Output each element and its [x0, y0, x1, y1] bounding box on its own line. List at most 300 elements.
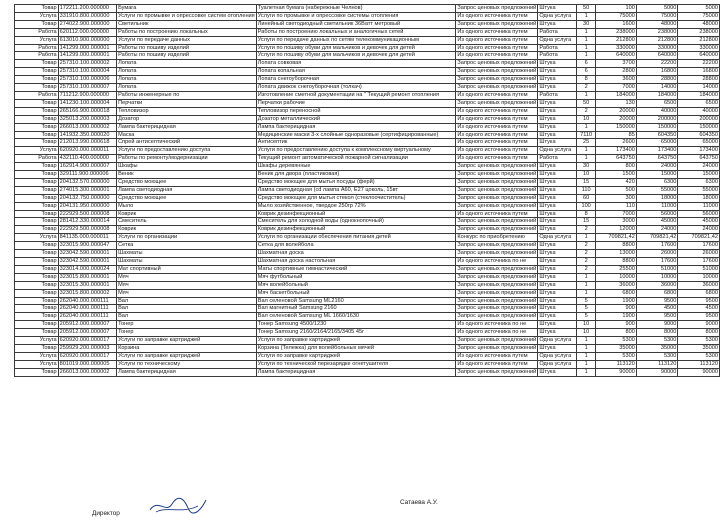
cell-code[interactable]: 266013.000.000002 [58, 123, 116, 131]
cell-type[interactable]: Услуга [15, 360, 59, 368]
cell-name_short[interactable]: Лампа бактерицидная [117, 123, 257, 131]
cell-name_short[interactable]: Работы по построению локальных [117, 28, 257, 36]
cell-code[interactable]: 141299.000.000001 [58, 52, 116, 60]
cell-price[interactable]: 173400 [596, 147, 637, 155]
cell-type[interactable]: Товар [15, 305, 59, 313]
cell-type[interactable]: Товар [15, 218, 59, 226]
cell-unit[interactable]: Штука [538, 218, 577, 226]
cell-source[interactable]: Запрос ценовых предложений [457, 68, 537, 75]
cell-sum1[interactable]: 36000 [636, 281, 678, 289]
cell-code[interactable]: 613010.900.000000 [58, 36, 116, 44]
cell-qty[interactable]: 1 [577, 234, 596, 242]
cell-unit[interactable]: Штука [538, 226, 577, 234]
cell-description[interactable]: Тепловизор переносной [256, 107, 456, 115]
cell-source[interactable]: Запрос ценовых предложений [457, 84, 537, 91]
cell-name_short[interactable]: Тонер [117, 329, 257, 337]
cell-sum1[interactable]: 8000 [636, 329, 678, 337]
cell-name_short[interactable]: Тепловизор [117, 107, 257, 115]
cell-sum2[interactable]: 22200 [678, 60, 720, 68]
cell-source[interactable]: Запрос ценовых предложений [457, 163, 537, 170]
cell-price[interactable]: 13000 [596, 250, 637, 258]
cell-name_short[interactable]: Коврик [117, 210, 257, 218]
cell-source[interactable]: Запрос ценовых предложений [457, 60, 537, 67]
cell-description[interactable]: Вал селеновой Samsung ML 1660/1630 [256, 313, 456, 321]
cell-price[interactable]: 85 [596, 131, 637, 139]
cell-code[interactable]: 274022.900.000000 [58, 20, 116, 28]
cell-source[interactable]: Из одного источника путем [456, 52, 538, 60]
cell-sum2[interactable]: 16800 [678, 68, 720, 76]
cell-unit[interactable]: Работа [538, 28, 577, 36]
cell-sum2[interactable]: 200000 [678, 115, 720, 123]
cell-name_short[interactable]: Вал [117, 297, 257, 305]
cell-type[interactable]: Товар [15, 281, 59, 289]
cell-description[interactable]: Вал селеновой Samsung ML2160 [256, 297, 456, 305]
cell-sum1[interactable]: 28800 [636, 76, 678, 84]
cell-type[interactable]: Услуга [15, 12, 59, 20]
cell-sum1[interactable]: 4500 [636, 305, 678, 313]
cell-description[interactable]: Услуги по заправке картриджей [256, 337, 456, 345]
cell-name_short[interactable]: Лампа светодиодная [117, 186, 257, 194]
cell-code[interactable]: 620920.000.000011 [58, 147, 116, 155]
cell-source[interactable]: Запрос ценовых предложений [457, 337, 537, 344]
cell-sum1[interactable]: 15000 [636, 171, 678, 179]
cell-unit[interactable]: Штука [538, 76, 577, 84]
cell-unit[interactable]: Штука [538, 186, 577, 194]
cell-price[interactable]: 184000 [596, 91, 637, 99]
cell-unit[interactable]: Одна услуга [538, 352, 577, 360]
cell-sum1[interactable]: 10000 [636, 273, 678, 281]
cell-description[interactable]: Мяч футбольный [256, 273, 456, 281]
cell-qty[interactable]: 1 [577, 337, 596, 345]
cell-code[interactable]: 281412.330.000014 [58, 218, 116, 226]
cell-description[interactable]: Смеситель для холодной воды (однокнопочный) [256, 218, 456, 226]
cell-sum2[interactable]: 40000 [678, 107, 720, 115]
cell-qty[interactable]: 30 [577, 163, 596, 171]
cell-name_short[interactable]: Мат спортивный [117, 265, 257, 273]
cell-unit[interactable]: Одна услуга [538, 12, 577, 20]
cell-qty[interactable]: 2 [577, 250, 596, 258]
cell-sum2[interactable]: 55000 [678, 186, 720, 194]
cell-name_short[interactable]: Лопата [117, 84, 257, 92]
cell-qty[interactable]: 8 [577, 76, 596, 84]
cell-type[interactable]: Товар [15, 99, 59, 107]
cell-source[interactable]: Из одного источника путем [456, 44, 538, 52]
cell-code[interactable]: 262040.000.000111 [58, 297, 116, 305]
cell-price[interactable]: 500 [596, 186, 637, 194]
cell-sum1[interactable]: 17600 [636, 242, 678, 250]
cell-price[interactable]: 2600 [596, 139, 637, 147]
cell-source[interactable]: Из одного источника путем [456, 28, 538, 36]
cell-name_short[interactable]: Работы по пошиву изделий [117, 52, 257, 60]
cell-sum1[interactable]: 45000 [636, 218, 678, 226]
cell-price[interactable]: 3700 [596, 60, 637, 68]
cell-price[interactable]: 5300 [596, 337, 637, 345]
cell-price[interactable]: 20000 [596, 107, 637, 115]
cell-sum1[interactable]: 173400 [636, 147, 678, 155]
cell-source[interactable]: Запрос ценовых предложений [457, 20, 537, 27]
cell-qty[interactable]: 15 [577, 218, 596, 226]
cell-code[interactable]: 262040.000.000111 [58, 305, 116, 313]
cell-source[interactable]: Запрос ценовых предложений [457, 265, 537, 272]
cell-sum1[interactable]: 330000 [636, 44, 678, 52]
cell-price[interactable]: 10000 [596, 273, 637, 281]
cell-sum1[interactable]: 9500 [636, 313, 678, 321]
cell-sum2[interactable]: 75000 [678, 12, 720, 20]
cell-description[interactable]: Мыло хозяйственное, твердое 250гр 72% [256, 202, 456, 210]
cell-type[interactable]: Товар [15, 321, 59, 329]
cell-price[interactable]: 800 [596, 329, 637, 337]
cell-description[interactable]: Коврик дезинфекционный [256, 226, 456, 234]
cell-source[interactable]: Из одного источника путем [456, 352, 538, 360]
cell-name_short[interactable]: Дозатор [117, 115, 257, 123]
cell-code[interactable]: 711212.900.000000 [58, 91, 116, 99]
cell-sum2[interactable]: 24000 [678, 163, 720, 171]
cell-qty[interactable]: 100 [577, 202, 596, 210]
cell-sum2[interactable]: 51000 [678, 265, 720, 273]
cell-description[interactable]: Тонер Samsung 2160/2164/2165/3405 45г [256, 329, 456, 337]
cell-type[interactable]: Товар [15, 297, 59, 305]
cell-qty[interactable]: 60 [577, 194, 596, 202]
cell-type[interactable]: Товар [15, 5, 59, 13]
cell-code[interactable]: 257310.100.000004 [58, 68, 116, 76]
cell-name_short[interactable]: Работы по пошиву изделий [117, 44, 257, 52]
cell-code[interactable]: 257310.100.000007 [58, 84, 116, 92]
cell-code[interactable]: 329111.900.000006 [58, 171, 116, 179]
cell-type[interactable]: Товар [15, 84, 59, 92]
cell-description[interactable]: Услуги по заправке картриджей [256, 352, 456, 360]
cell-unit[interactable]: Одна услуга [538, 234, 577, 242]
cell-name_short[interactable]: Лопата [117, 68, 257, 76]
cell-price[interactable]: 1500 [596, 171, 637, 179]
cell-type[interactable]: Работа [15, 52, 59, 60]
cell-qty[interactable]: 10 [577, 115, 596, 123]
cell-name_short[interactable]: Услуги по организации [117, 234, 257, 242]
cell-name_short[interactable]: Шахматы [117, 258, 257, 266]
cell-price[interactable]: 5300 [596, 352, 637, 360]
cell-code[interactable]: 432110.400.000000 [58, 155, 116, 163]
cell-qty[interactable]: 10 [577, 171, 596, 179]
cell-unit[interactable]: Штука [538, 210, 577, 218]
cell-source[interactable]: Из одного источника по не [456, 321, 538, 329]
cell-type[interactable]: Товар [15, 115, 59, 123]
cell-name_short[interactable]: Услуги по заправке картриджей [117, 352, 257, 360]
cell-type[interactable]: Товар [15, 68, 59, 76]
cell-qty[interactable]: 1 [577, 344, 596, 352]
cell-source[interactable]: Из одного источника путем [456, 91, 538, 99]
cell-code[interactable]: 841135.000.000011 [58, 234, 116, 242]
cell-unit[interactable]: Штука [538, 60, 577, 68]
cell-sum1[interactable]: 640000 [636, 52, 678, 60]
cell-sum2[interactable]: 56000 [678, 210, 720, 218]
cell-price[interactable]: 6800 [596, 289, 637, 297]
cell-qty[interactable]: 7110 [577, 131, 596, 139]
cell-description[interactable]: Туалетная бумага (набережные Челнов) [256, 5, 456, 13]
cell-qty[interactable]: 30 [577, 20, 596, 28]
cell-unit[interactable]: Штука [538, 171, 577, 179]
cell-sum2[interactable]: 238000 [678, 28, 720, 36]
cell-description[interactable]: Дозатор металлический [256, 115, 456, 123]
cell-code[interactable]: 331910.800.000000 [58, 12, 116, 20]
cell-type[interactable]: Работа [15, 44, 59, 52]
cell-name_short[interactable]: Шкафы [117, 163, 257, 171]
cell-qty[interactable]: 2 [577, 226, 596, 234]
cell-price[interactable]: 800 [596, 163, 637, 171]
cell-sum1[interactable]: 9500 [636, 297, 678, 305]
cell-type[interactable]: Товар [15, 250, 59, 258]
cell-qty[interactable]: 2 [577, 242, 596, 250]
cell-code[interactable]: 141299.000.000001 [58, 44, 116, 52]
cell-sum1[interactable]: 65000 [636, 139, 678, 147]
cell-name_short[interactable]: Мяч [117, 281, 257, 289]
cell-type[interactable]: Услуга [15, 337, 59, 345]
cell-sum2[interactable]: 113120 [678, 360, 720, 368]
cell-code[interactable]: 204132.750.000000 [58, 194, 116, 202]
cell-description[interactable]: Медицинские маски 3-х слойные одноразовые (сертифицированные) [256, 131, 456, 139]
cell-qty[interactable]: 1 [577, 360, 596, 368]
cell-qty[interactable]: 1 [577, 281, 596, 289]
cell-price[interactable]: 212800 [596, 36, 637, 44]
cell-sum1[interactable]: 56000 [636, 210, 678, 218]
cell-unit[interactable]: Штука [538, 313, 577, 321]
cell-unit[interactable]: Штука [538, 250, 577, 258]
cell-type[interactable]: Товар [15, 60, 59, 68]
cell-type[interactable]: Товар [15, 131, 59, 139]
cell-name_short[interactable]: Шахматы [117, 250, 257, 258]
cell-sum1[interactable]: 6300 [636, 178, 678, 186]
cell-name_short[interactable]: Мыло [117, 202, 257, 210]
cell-code[interactable]: 323042.590.000001 [58, 250, 116, 258]
cell-unit[interactable]: Штука [538, 131, 577, 139]
cell-code[interactable]: 801019.000.000005 [58, 360, 116, 368]
cell-qty[interactable]: 2 [577, 258, 596, 266]
cell-sum1[interactable]: 40000 [636, 107, 678, 115]
cell-qty[interactable]: 2 [577, 107, 596, 115]
cell-description[interactable]: Вал магнитный Samsung 2160 [256, 305, 456, 313]
cell-description[interactable]: Лампа бактерицидная [256, 368, 456, 376]
cell-description[interactable]: Лопата движок снегоуборочная (толкач) [256, 84, 456, 92]
cell-source[interactable]: Запрос ценовых предложений [457, 194, 537, 201]
cell-description[interactable]: Тонер Samsung 4500/1230 [256, 321, 456, 329]
cell-code[interactable]: 257310.100.000002 [58, 60, 116, 68]
cell-price[interactable]: 35000 [596, 344, 637, 352]
cell-type[interactable]: Товар [15, 139, 59, 147]
cell-name_short[interactable]: Лопата [117, 60, 257, 68]
cell-name_short[interactable]: Услуги по передаче данных [117, 36, 257, 44]
cell-qty[interactable]: 5 [577, 297, 596, 305]
cell-description[interactable]: Шахматная доска настольная [256, 258, 456, 266]
cell-type[interactable]: Товар [15, 107, 59, 115]
cell-price[interactable]: 3600 [596, 76, 637, 84]
cell-source[interactable]: Конкурс по приобретению [456, 234, 538, 242]
cell-unit[interactable]: Одна услуга [538, 36, 577, 44]
cell-qty[interactable]: 5 [577, 313, 596, 321]
cell-sum1[interactable]: 113120 [636, 360, 678, 368]
cell-name_short[interactable]: Бумага [117, 5, 257, 13]
cell-price[interactable]: 12000 [596, 226, 637, 234]
cell-source[interactable]: Из одного источника путем [456, 123, 538, 131]
cell-code[interactable]: 205912.000.000007 [58, 329, 116, 337]
cell-qty[interactable]: 1 [577, 123, 596, 131]
cell-qty[interactable]: 5 [577, 305, 596, 313]
cell-source[interactable]: Запрос ценовых предложений [457, 368, 537, 375]
cell-qty[interactable]: 1 [577, 91, 596, 99]
cell-sum1[interactable]: 6800 [636, 289, 678, 297]
cell-price[interactable]: 643750 [596, 155, 637, 163]
cell-source[interactable]: Из одного источника путем [456, 107, 538, 115]
cell-sum2[interactable]: 8000 [678, 329, 720, 337]
cell-qty[interactable]: 25 [577, 139, 596, 147]
cell-name_short[interactable]: Услуги по предоставлению доступа [117, 147, 257, 155]
cell-source[interactable]: Из одного источника путем [456, 36, 538, 44]
cell-type[interactable]: Товар [15, 313, 59, 321]
cell-sum1[interactable]: 26000 [636, 250, 678, 258]
cell-source[interactable]: Запрос ценовых предложений [457, 273, 537, 280]
cell-sum1[interactable]: 55000 [636, 186, 678, 194]
cell-name_short[interactable]: Работы по ремонту/модернизации [117, 155, 257, 163]
cell-unit[interactable]: Штука [538, 297, 577, 305]
cell-sum2[interactable]: 173400 [678, 147, 720, 155]
cell-description[interactable]: Мяч волейбольный [256, 281, 456, 289]
cell-sum2[interactable]: 24000 [678, 226, 720, 234]
cell-qty[interactable]: 6 [577, 68, 596, 76]
cell-sum2[interactable]: 709821,42 [678, 234, 720, 242]
cell-name_short[interactable]: Вал [117, 305, 257, 313]
cell-sum2[interactable]: 9500 [678, 313, 720, 321]
cell-sum1[interactable]: 9000 [636, 321, 678, 329]
cell-unit[interactable]: Штука [538, 178, 577, 186]
cell-sum2[interactable]: 17600 [678, 242, 720, 250]
cell-qty[interactable]: 1 [577, 44, 596, 52]
cell-price[interactable]: 420 [596, 178, 637, 186]
cell-description[interactable]: Лопата совковая [256, 60, 456, 68]
cell-sum2[interactable]: 26000 [678, 250, 720, 258]
cell-code[interactable]: 265166.900.000018 [58, 107, 116, 115]
cell-type[interactable]: Работа [15, 28, 59, 36]
cell-source[interactable]: Запрос ценовых предложений [457, 171, 537, 178]
cell-type[interactable]: Товар [15, 265, 59, 273]
cell-sum1[interactable]: 5300 [636, 352, 678, 360]
cell-sum1[interactable]: 48000 [636, 20, 678, 28]
cell-unit[interactable]: Штука [538, 329, 577, 337]
cell-unit[interactable]: Штука [538, 242, 577, 250]
cell-type[interactable]: Товар [15, 258, 59, 266]
cell-code[interactable]: 323042.590.000001 [58, 258, 116, 266]
cell-sum1[interactable]: 200000 [636, 115, 678, 123]
cell-sum1[interactable]: 604350 [636, 131, 678, 139]
cell-description[interactable]: Линейный светодиодный светильник 36Ватт метровый [256, 20, 456, 28]
cell-unit[interactable]: Штука [538, 68, 577, 76]
cell-unit[interactable]: Одна услуга [538, 337, 577, 345]
cell-type[interactable]: Товар [15, 163, 59, 171]
cell-price[interactable]: 1600 [596, 20, 637, 28]
cell-sum1[interactable]: 5000 [636, 5, 678, 13]
cell-sum2[interactable]: 5300 [678, 337, 720, 345]
cell-description[interactable]: Текущий ремонт автоматической пожарной сигнализации [256, 155, 456, 163]
cell-description[interactable]: Работы по построению локальных и аналогичных сетей [256, 28, 456, 36]
cell-unit[interactable]: Штука [538, 107, 577, 115]
cell-source[interactable]: Запрос ценовых предложений [457, 99, 537, 106]
cell-type[interactable]: Услуга [15, 36, 59, 44]
cell-type[interactable]: Услуга [15, 234, 59, 242]
cell-type[interactable]: Товар [15, 123, 59, 131]
cell-type[interactable]: Услуга [15, 352, 59, 360]
cell-source[interactable]: Из одного источника путем [456, 360, 538, 368]
cell-name_short[interactable]: Тонер [117, 321, 257, 329]
cell-sum2[interactable]: 6300 [678, 178, 720, 186]
cell-unit[interactable]: Штука [538, 202, 577, 210]
cell-description[interactable]: Сетка для волейбола [256, 242, 456, 250]
cell-description[interactable]: Лампа светодиодная (сd лампа A60, E27 цоколь, 15вт [256, 186, 456, 194]
cell-sum2[interactable]: 212800 [678, 36, 720, 44]
cell-sum2[interactable]: 28800 [678, 76, 720, 84]
cell-qty[interactable]: 1 [577, 12, 596, 20]
cell-source[interactable]: Запрос ценовых предложений [457, 305, 537, 312]
cell-sum1[interactable]: 6500 [636, 99, 678, 107]
cell-sum1[interactable]: 184000 [636, 91, 678, 99]
cell-source[interactable]: Запрос ценовых предложений [457, 226, 537, 233]
cell-code[interactable]: 141230.100.000004 [58, 99, 116, 107]
cell-price[interactable]: 75000 [596, 12, 637, 20]
cell-description[interactable]: Веник для дворa (пластиковая) [256, 171, 456, 179]
cell-sum1[interactable]: 24000 [636, 226, 678, 234]
cell-qty[interactable]: 1 [577, 147, 596, 155]
cell-unit[interactable]: Штука [538, 289, 577, 297]
cell-sum1[interactable]: 643750 [636, 155, 678, 163]
cell-code[interactable]: 204131.950.000000 [58, 202, 116, 210]
cell-source[interactable]: Запрос ценовых предложений [457, 186, 537, 193]
cell-unit[interactable]: Одна услуга [538, 360, 577, 368]
cell-source[interactable]: Запрос ценовых предложений [457, 202, 537, 209]
cell-name_short[interactable]: Коврик [117, 226, 257, 234]
cell-price[interactable]: 100 [596, 5, 637, 13]
cell-code[interactable]: 257310.100.000006 [58, 76, 116, 84]
cell-sum1[interactable]: 150000 [636, 123, 678, 131]
cell-price[interactable]: 900 [596, 305, 637, 313]
cell-sum2[interactable]: 35000 [678, 344, 720, 352]
cell-source[interactable]: Запрос ценовых предложений [457, 344, 537, 351]
cell-sum2[interactable]: 4500 [678, 305, 720, 313]
cell-type[interactable]: Товар [15, 178, 59, 186]
cell-description[interactable]: Шкафы деревянные [256, 163, 456, 171]
cell-price[interactable]: 900 [596, 321, 637, 329]
cell-description[interactable]: Шахматная доска [256, 250, 456, 258]
cell-description[interactable]: Изготовление сметной документации на " Текущий ремонт отопления [256, 91, 456, 99]
cell-source[interactable]: Из одного источника путем [456, 139, 538, 147]
cell-name_short[interactable]: Сетка [117, 242, 257, 250]
cell-price[interactable]: 150000 [596, 123, 637, 131]
cell-sum1[interactable]: 18000 [636, 194, 678, 202]
cell-price[interactable]: 8800 [596, 258, 637, 266]
cell-price[interactable]: 709821,42 [596, 234, 637, 242]
cell-sum2[interactable]: 184000 [678, 91, 720, 99]
cell-description[interactable]: Услуги по предоставлению доступа к комплексному виртуальному [256, 147, 456, 155]
cell-source[interactable]: Запрос ценовых предложений [457, 218, 537, 225]
cell-sum2[interactable]: 90000 [678, 368, 720, 376]
cell-unit[interactable]: Одна услуга [538, 147, 577, 155]
cell-sum1[interactable]: 238000 [636, 28, 678, 36]
cell-sum1[interactable]: 24000 [636, 163, 678, 171]
cell-unit[interactable]: Штука [538, 273, 577, 281]
cell-type[interactable]: Товар [15, 242, 59, 250]
cell-sum2[interactable]: 5300 [678, 352, 720, 360]
cell-sum1[interactable]: 35000 [636, 344, 678, 352]
cell-price[interactable]: 3000 [596, 218, 637, 226]
cell-name_short[interactable]: Услуги по заправке картриджей [117, 337, 257, 345]
cell-sum1[interactable]: 16800 [636, 68, 678, 76]
cell-name_short[interactable]: Смеситель [117, 218, 257, 226]
cell-qty[interactable]: 50 [577, 99, 596, 107]
cell-sum1[interactable]: 51000 [636, 265, 678, 273]
